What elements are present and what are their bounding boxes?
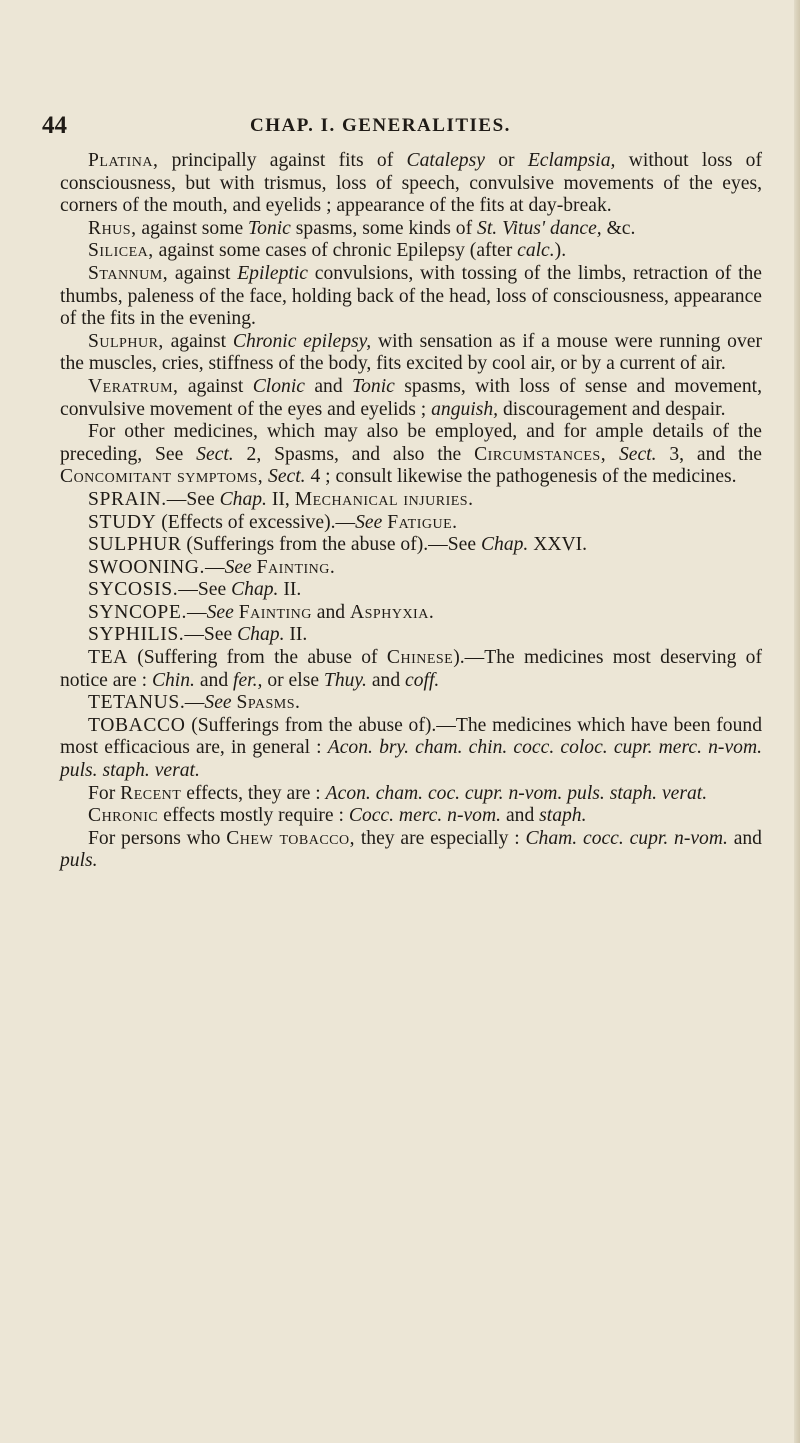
- text: against: [163, 330, 233, 352]
- italic-text: Chin.: [151, 669, 195, 691]
- smallcaps-text: Circumstances,: [474, 443, 607, 465]
- italic-text: See: [224, 556, 252, 578]
- entry-silicea: [60, 240, 762, 263]
- body-text: [60, 150, 762, 873]
- entry-sprain: [60, 489, 762, 512]
- text: ).: [554, 240, 567, 262]
- text: and: [194, 669, 234, 691]
- entry-heading: SWOONING.: [88, 556, 205, 578]
- remedy-name: Sulphur,: [88, 330, 164, 352]
- text: or: [484, 150, 528, 171]
- text: or else: [262, 669, 324, 691]
- text: —See: [166, 488, 220, 510]
- remedy-name: Rhus,: [88, 217, 137, 239]
- smallcaps-text: Concomitant symptoms,: [60, 466, 264, 488]
- remedy-name: Platina,: [88, 150, 159, 171]
- text: (Effects of excessive).—: [156, 511, 356, 533]
- text: II,: [266, 488, 295, 510]
- text: &c.: [601, 217, 636, 239]
- text: spasms, some kinds of: [290, 217, 478, 239]
- text: against: [178, 375, 253, 397]
- smallcaps-text: Chinese: [386, 647, 454, 669]
- entry-heading: TETANUS: [88, 692, 180, 714]
- text: spasms, with loss of sense and movement, convulsive movement of the eyes and eyelids ;: [60, 375, 762, 420]
- italic-text: coff.: [405, 669, 440, 691]
- text: ).—The medicines most deserving of notice are :: [60, 647, 762, 691]
- entry-other-medicines: [60, 421, 762, 489]
- text: XXVI.: [528, 534, 588, 556]
- entry-chew-tobacco: [60, 828, 762, 873]
- text: they are especially :: [355, 827, 526, 849]
- text: —See: [184, 624, 238, 646]
- page-number: 44: [42, 112, 67, 139]
- italic-text: fer.,: [233, 669, 263, 691]
- entry-heading: SPRAIN.: [88, 488, 167, 510]
- text: and: [311, 601, 350, 623]
- italic-text: See: [206, 601, 234, 623]
- smallcaps-text: Chronic: [88, 805, 159, 827]
- text: effects, they are :: [181, 782, 326, 804]
- text: discouragement and despair.: [498, 398, 726, 420]
- entry-rhus: [60, 218, 762, 241]
- italic-text: Chap.: [480, 534, 529, 556]
- italic-text: Clonic: [252, 375, 305, 397]
- entry-sycosis: [60, 579, 762, 602]
- page-edge: [794, 0, 800, 1443]
- entry-heading: SULPHUR: [88, 534, 182, 556]
- entry-platina: [60, 150, 762, 218]
- entry-swooning: [60, 557, 762, 580]
- text: —See: [178, 579, 232, 601]
- italic-text: Chap.: [231, 579, 279, 601]
- text: II.: [278, 579, 302, 601]
- remedy-name: Stannum,: [88, 262, 169, 284]
- italic-text: Cocc. merc. n-vom.: [348, 805, 502, 827]
- smallcaps-text: Asphyxia.: [350, 601, 435, 623]
- italic-text: Acon. bry. cham. chin. cocc. coloc. cupr. merc. n-vom. puls. staph. verat.: [60, 737, 762, 782]
- entry-recent-effects: [60, 783, 762, 806]
- italic-text: See: [355, 511, 383, 533]
- italic-text: See: [204, 692, 232, 714]
- italic-text: calc.: [517, 240, 555, 262]
- italic-text: Thuy.: [323, 669, 367, 691]
- italic-text: puls.: [60, 850, 98, 872]
- italic-text: Sect.: [618, 443, 657, 465]
- text: [606, 444, 619, 465]
- italic-text: Chronic epilepsy,: [232, 330, 372, 352]
- entry-heading: TEA: [88, 647, 128, 669]
- text: (Sufferings from the abuse of).—The medicines which have been found most efficacious are, in general :: [60, 714, 762, 759]
- page-header: [40, 112, 760, 152]
- entry-chronic-effects: [60, 805, 762, 828]
- italic-text: Catalepsy: [406, 150, 485, 171]
- entry-syncope: [60, 602, 762, 625]
- text: principally against fits of: [158, 150, 407, 171]
- italic-text: Tonic: [352, 375, 395, 397]
- text: 3, and the: [656, 443, 762, 465]
- italic-text: Chap.: [237, 624, 285, 646]
- text: (Sufferings from the abuse of).—See: [181, 534, 481, 556]
- smallcaps-text: Chew tobacco,: [226, 827, 356, 849]
- smallcaps-text: Spasms.: [236, 692, 301, 714]
- smallcaps-text: Fainting: [238, 601, 312, 623]
- text: convulsions, with tossing of the limbs, retraction of the thumbs, paleness of the face, holding back of the head, loss of consciousness, appearance of the fits in the evening.: [60, 262, 763, 330]
- entry-sulphur: [60, 331, 762, 376]
- italic-text: Epileptic: [237, 262, 308, 284]
- entry-tetanus: [60, 692, 762, 715]
- text: and: [366, 669, 406, 691]
- entry-tea: [60, 647, 762, 692]
- italic-text: Tonic: [248, 217, 291, 239]
- text: against some: [136, 217, 249, 239]
- text: with sensation as if a mouse were running over the muscles, cries, stiffness of the body, fits excited by cool air, or by a current of air.: [60, 330, 762, 375]
- italic-text: Chap.: [219, 488, 267, 510]
- smallcaps-text: Fatigue.: [387, 511, 458, 533]
- smallcaps-text: Mechanical injuries.: [294, 488, 474, 510]
- entry-tobacco: [60, 715, 762, 783]
- text: For other medicines, which may also be employed, and for ample details of the preceding, See: [60, 421, 762, 465]
- entry-study: [60, 512, 762, 535]
- text: For persons who: [88, 827, 227, 849]
- entry-heading: STUDY: [88, 511, 157, 533]
- entry-heading: SYCOSIS.: [88, 579, 179, 601]
- text: —: [186, 601, 207, 623]
- text: against some cases of chronic Epilepsy (after: [153, 240, 518, 262]
- entry-stannum: [60, 263, 762, 331]
- entry-heading: SYPHILIS.: [88, 624, 185, 646]
- entry-syphilis: [60, 624, 762, 647]
- text: 4 ; consult likewise the pathogenesis of the medicines.: [305, 466, 737, 488]
- entry-veratrum: [60, 376, 762, 421]
- italic-text: Cham. cocc. cupr. n-vom.: [525, 827, 728, 849]
- text: II.: [284, 624, 308, 646]
- text: effects mostly require :: [158, 805, 349, 827]
- italic-text: anguish,: [431, 398, 499, 420]
- entry-heading: SYNCOPE.: [88, 601, 187, 623]
- text: .—: [179, 692, 205, 714]
- text: —: [204, 556, 225, 578]
- italic-text: Acon. cham. coc. cupr. n-vom. puls. staph. verat.: [325, 782, 708, 804]
- text: against: [168, 262, 238, 284]
- text: without loss of consciousness, but with trismus, loss of speech, convulsive movements of the eyes, corners of the mouth, and eyelids ; appearance of the fits at day-break.: [60, 150, 762, 217]
- smallcaps-text: Recent: [120, 782, 182, 804]
- text: For: [88, 782, 121, 804]
- remedy-name: Silicea,: [88, 240, 154, 262]
- entry-heading: TOBACCO: [88, 714, 186, 736]
- text: and: [501, 805, 540, 827]
- running-title: CHAP. I. GENERALITIES.: [250, 115, 511, 136]
- text: and: [727, 827, 762, 849]
- italic-text: staph.: [539, 805, 587, 827]
- italic-text: Sect.: [268, 466, 306, 488]
- italic-text: St. Vitus' dance,: [477, 217, 602, 239]
- smallcaps-text: Fainting.: [256, 556, 336, 578]
- text: 2, Spasms, and also the: [233, 443, 475, 465]
- text: and: [304, 375, 353, 397]
- italic-text: Sect.: [196, 443, 234, 465]
- text: (Suffering from the abuse of: [127, 647, 387, 669]
- italic-text: Eclampsia,: [527, 150, 616, 171]
- entry-sulphur-abuse: [60, 534, 762, 557]
- remedy-name: Veratrum,: [88, 375, 179, 397]
